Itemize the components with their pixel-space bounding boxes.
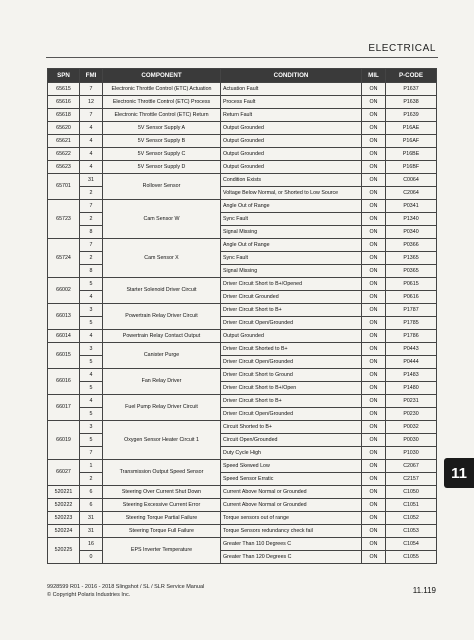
column-header-spn: SPN: [48, 69, 80, 83]
table-row: [48, 83, 437, 96]
cell-fmi: 7: [80, 109, 103, 122]
cell-condition: Output Grounded: [221, 330, 362, 343]
cell-pcode: P0032: [386, 421, 437, 434]
cell-mil: ON: [362, 447, 386, 460]
cell-fmi: 4: [80, 291, 103, 304]
cell-spn: 65616: [48, 96, 80, 109]
cell-fmi: 4: [80, 135, 103, 148]
cell-fmi: 4: [80, 161, 103, 174]
cell-component: Electronic Throttle Control (ETC) Actuation: [103, 83, 221, 96]
cell-condition: Sync Fault: [221, 213, 362, 226]
cell-fmi: 0: [80, 551, 103, 564]
cell-spn: 66014: [48, 330, 80, 343]
cell-component: Electronic Throttle Control (ETC) Process: [103, 96, 221, 109]
cell-condition: Circuit Open/Grounded: [221, 434, 362, 447]
cell-fmi: 3: [80, 421, 103, 434]
cell-fmi: 4: [80, 395, 103, 408]
cell-pcode: P0444: [386, 356, 437, 369]
cell-fmi: 5: [80, 356, 103, 369]
cell-condition: Driver Circuit Short to Ground: [221, 369, 362, 382]
cell-mil: ON: [362, 434, 386, 447]
cell-pcode: P0616: [386, 291, 437, 304]
cell-component: Fuel Pump Relay Driver Circuit: [103, 395, 221, 421]
cell-pcode: P16AE: [386, 122, 437, 135]
cell-spn: 66002: [48, 278, 80, 304]
cell-condition: Output Grounded: [221, 122, 362, 135]
cell-mil: ON: [362, 512, 386, 525]
table-row: [48, 109, 437, 122]
cell-pcode: C1050: [386, 486, 437, 499]
cell-pcode: C1053: [386, 525, 437, 538]
cell-mil: ON: [362, 239, 386, 252]
cell-condition: Angle Out of Range: [221, 200, 362, 213]
cell-pcode: P16BE: [386, 148, 437, 161]
cell-fmi: 5: [80, 382, 103, 395]
cell-mil: ON: [362, 369, 386, 382]
cell-fmi: 2: [80, 473, 103, 486]
cell-fmi: 31: [80, 174, 103, 187]
column-header-fmi: FMI: [80, 69, 103, 83]
cell-mil: ON: [362, 408, 386, 421]
cell-mil: ON: [362, 135, 386, 148]
footer-copyright: © Copyright Polaris Industries Inc.: [47, 592, 131, 598]
column-header-mil: MIL: [362, 69, 386, 83]
table-row: [48, 135, 437, 148]
column-header-condition: CONDITION: [221, 69, 362, 83]
table-row: [48, 278, 437, 291]
table-body: [48, 83, 437, 564]
cell-pcode: P1787: [386, 304, 437, 317]
cell-pcode: C1052: [386, 512, 437, 525]
cell-component: Oxygen Sensor Heater Circuit 1: [103, 421, 221, 460]
cell-mil: ON: [362, 551, 386, 564]
cell-mil: ON: [362, 382, 386, 395]
cell-mil: ON: [362, 148, 386, 161]
cell-component: Powertrain Relay Contact Output: [103, 330, 221, 343]
cell-fmi: 2: [80, 252, 103, 265]
table-row: [48, 525, 437, 538]
column-header-pcode: P-CODE: [386, 69, 437, 83]
cell-mil: ON: [362, 460, 386, 473]
table-row: [48, 174, 437, 187]
cell-pcode: P0340: [386, 226, 437, 239]
cell-fmi: 4: [80, 369, 103, 382]
cell-fmi: 4: [80, 122, 103, 135]
cell-condition: Driver Circuit Short to B+/Opened: [221, 278, 362, 291]
cell-fmi: 7: [80, 200, 103, 213]
cell-component: 5V Sensor Supply A: [103, 122, 221, 135]
cell-condition: Signal Missing: [221, 265, 362, 278]
cell-pcode: P16BF: [386, 161, 437, 174]
cell-pcode: P0230: [386, 408, 437, 421]
table-row: [48, 122, 437, 135]
cell-spn: 65723: [48, 200, 80, 239]
cell-condition: Driver Circuit Short to B+/Open: [221, 382, 362, 395]
cell-condition: Speed Skewed Low: [221, 460, 362, 473]
cell-mil: ON: [362, 395, 386, 408]
chapter-tab: 11: [444, 458, 474, 488]
cell-fmi: 8: [80, 265, 103, 278]
cell-condition: Driver Circuit Open/Grounded: [221, 356, 362, 369]
table-row: [48, 421, 437, 434]
cell-mil: ON: [362, 291, 386, 304]
cell-component: Transmission Output Speed Sensor: [103, 460, 221, 486]
cell-pcode: P1638: [386, 96, 437, 109]
cell-mil: ON: [362, 304, 386, 317]
cell-condition: Sync Fault: [221, 252, 362, 265]
cell-fmi: 3: [80, 304, 103, 317]
cell-mil: ON: [362, 226, 386, 239]
cell-fmi: 7: [80, 447, 103, 460]
table-row: [48, 239, 437, 252]
cell-fmi: 8: [80, 226, 103, 239]
table-row: [48, 486, 437, 499]
cell-fmi: 3: [80, 343, 103, 356]
cell-pcode: P0030: [386, 434, 437, 447]
cell-pcode: C2157: [386, 473, 437, 486]
cell-mil: ON: [362, 200, 386, 213]
cell-fmi: 31: [80, 512, 103, 525]
cell-condition: Greater Than 110 Degrees C: [221, 538, 362, 551]
cell-mil: ON: [362, 109, 386, 122]
cell-pcode: C0064: [386, 174, 437, 187]
cell-condition: Driver Circuit Short to B+: [221, 304, 362, 317]
cell-component: 5V Sensor Supply D: [103, 161, 221, 174]
header-divider: [46, 57, 438, 58]
cell-spn: 65621: [48, 135, 80, 148]
dtc-table: [47, 68, 437, 564]
footer-manual-line: 9928599 R01 - 2016 - 2018 Slingshot / SL / SLR Service Manual: [47, 584, 205, 590]
cell-mil: ON: [362, 122, 386, 135]
cell-condition: Driver Circuit Grounded: [221, 291, 362, 304]
cell-component: Canister Purge: [103, 343, 221, 369]
cell-condition: Output Grounded: [221, 148, 362, 161]
cell-fmi: 7: [80, 239, 103, 252]
cell-condition: Return Fault: [221, 109, 362, 122]
cell-mil: ON: [362, 96, 386, 109]
cell-spn: 520222: [48, 499, 80, 512]
cell-fmi: 5: [80, 317, 103, 330]
table-row: [48, 538, 437, 551]
table-row: [48, 499, 437, 512]
cell-condition: Torque sensors out of range: [221, 512, 362, 525]
cell-fmi: 1: [80, 460, 103, 473]
cell-condition: Torque Sensors redundancy check fail: [221, 525, 362, 538]
cell-mil: ON: [362, 83, 386, 96]
cell-mil: ON: [362, 317, 386, 330]
cell-condition: Angle Out of Range: [221, 239, 362, 252]
page-number: 11.119: [412, 586, 436, 595]
cell-mil: ON: [362, 499, 386, 512]
cell-mil: ON: [362, 473, 386, 486]
table-row: [48, 460, 437, 473]
cell-pcode: P1785: [386, 317, 437, 330]
cell-pcode: C1054: [386, 538, 437, 551]
cell-condition: Condition Exists: [221, 174, 362, 187]
cell-condition: Voltage Below Normal, or Shorted to Low Source: [221, 187, 362, 200]
cell-fmi: 2: [80, 187, 103, 200]
table-row: [48, 343, 437, 356]
cell-spn: 66017: [48, 395, 80, 421]
cell-fmi: 6: [80, 486, 103, 499]
cell-component: Rollover Sensor: [103, 174, 221, 200]
cell-component: Cam Sensor X: [103, 239, 221, 278]
cell-mil: ON: [362, 356, 386, 369]
cell-component: Steering Torque Partial Failure: [103, 512, 221, 525]
cell-pcode: P1340: [386, 213, 437, 226]
cell-mil: ON: [362, 330, 386, 343]
cell-component: 5V Sensor Supply C: [103, 148, 221, 161]
cell-condition: Driver Circuit Short to B+: [221, 395, 362, 408]
cell-component: Powertrain Relay Driver Circuit: [103, 304, 221, 330]
cell-spn: 66019: [48, 421, 80, 460]
cell-condition: Signal Missing: [221, 226, 362, 239]
cell-pcode: C2064: [386, 187, 437, 200]
cell-pcode: P1637: [386, 83, 437, 96]
cell-condition: Driver Circuit Open/Grounded: [221, 317, 362, 330]
table-row: [48, 200, 437, 213]
cell-condition: Output Grounded: [221, 135, 362, 148]
cell-pcode: P1365: [386, 252, 437, 265]
cell-pcode: P1639: [386, 109, 437, 122]
cell-mil: ON: [362, 265, 386, 278]
cell-fmi: 31: [80, 525, 103, 538]
cell-spn: 520225: [48, 538, 80, 564]
cell-spn: 66015: [48, 343, 80, 369]
cell-condition: Output Grounded: [221, 161, 362, 174]
cell-mil: ON: [362, 187, 386, 200]
table-row: [48, 96, 437, 109]
cell-spn: 520221: [48, 486, 80, 499]
cell-spn: 65622: [48, 148, 80, 161]
cell-condition: Current Above Normal or Grounded: [221, 499, 362, 512]
cell-pcode: P1480: [386, 382, 437, 395]
cell-fmi: 2: [80, 213, 103, 226]
cell-fmi: 5: [80, 408, 103, 421]
cell-mil: ON: [362, 421, 386, 434]
cell-pcode: P0365: [386, 265, 437, 278]
cell-mil: ON: [362, 278, 386, 291]
cell-fmi: 16: [80, 538, 103, 551]
cell-pcode: P1030: [386, 447, 437, 460]
cell-condition: Actuation Fault: [221, 83, 362, 96]
cell-mil: ON: [362, 343, 386, 356]
cell-spn: 66027: [48, 460, 80, 486]
cell-spn: 65623: [48, 161, 80, 174]
cell-condition: Process Fault: [221, 96, 362, 109]
cell-component: EPS Inverter Temperature: [103, 538, 221, 564]
cell-pcode: P1483: [386, 369, 437, 382]
cell-fmi: 5: [80, 278, 103, 291]
column-header-component: COMPONENT: [103, 69, 221, 83]
table-header-row: [48, 69, 437, 83]
table-row: [48, 395, 437, 408]
cell-fmi: 12: [80, 96, 103, 109]
table-row: [48, 304, 437, 317]
cell-condition: Greater Than 120 Degrees C: [221, 551, 362, 564]
cell-spn: 66013: [48, 304, 80, 330]
cell-spn: 65701: [48, 174, 80, 200]
cell-mil: ON: [362, 525, 386, 538]
cell-fmi: 6: [80, 499, 103, 512]
cell-component: Steering Torque Full Failure: [103, 525, 221, 538]
cell-mil: ON: [362, 161, 386, 174]
cell-mil: ON: [362, 252, 386, 265]
cell-fmi: 4: [80, 330, 103, 343]
cell-spn: 520224: [48, 525, 80, 538]
section-title: ELECTRICAL: [368, 43, 436, 54]
cell-spn: 65618: [48, 109, 80, 122]
cell-spn: 65620: [48, 122, 80, 135]
cell-mil: ON: [362, 174, 386, 187]
cell-condition: Driver Circuit Shorted to B+: [221, 343, 362, 356]
cell-fmi: 4: [80, 148, 103, 161]
cell-spn: 65615: [48, 83, 80, 96]
cell-mil: ON: [362, 538, 386, 551]
cell-pcode: C1055: [386, 551, 437, 564]
cell-component: Steering Excessive Current Error: [103, 499, 221, 512]
cell-spn: 65724: [48, 239, 80, 278]
cell-fmi: 7: [80, 83, 103, 96]
cell-mil: ON: [362, 213, 386, 226]
cell-condition: Driver Circuit Open/Grounded: [221, 408, 362, 421]
cell-pcode: P0366: [386, 239, 437, 252]
table-row: [48, 512, 437, 525]
cell-pcode: P0231: [386, 395, 437, 408]
cell-component: Electronic Throttle Control (ETC) Return: [103, 109, 221, 122]
cell-pcode: P16AF: [386, 135, 437, 148]
cell-component: Starter Solenoid Driver Circuit: [103, 278, 221, 304]
cell-condition: Duty Cycle High: [221, 447, 362, 460]
cell-component: 5V Sensor Supply B: [103, 135, 221, 148]
table-row: [48, 330, 437, 343]
cell-fmi: 5: [80, 434, 103, 447]
cell-condition: Circuit Shorted to B+: [221, 421, 362, 434]
cell-pcode: C2067: [386, 460, 437, 473]
table-row: [48, 161, 437, 174]
cell-pcode: P0443: [386, 343, 437, 356]
cell-spn: 520223: [48, 512, 80, 525]
cell-pcode: P0341: [386, 200, 437, 213]
cell-pcode: P0615: [386, 278, 437, 291]
cell-pcode: C1051: [386, 499, 437, 512]
cell-spn: 66016: [48, 369, 80, 395]
cell-condition: Current Above Normal or Grounded: [221, 486, 362, 499]
cell-component: Cam Sensor W: [103, 200, 221, 239]
cell-component: Steering Over Current Shut Down: [103, 486, 221, 499]
table-row: [48, 369, 437, 382]
cell-component: Fan Relay Driver: [103, 369, 221, 395]
cell-pcode: P1786: [386, 330, 437, 343]
footer-left: [47, 583, 204, 599]
cell-condition: Speed Sensor Erratic: [221, 473, 362, 486]
table-row: [48, 148, 437, 161]
cell-mil: ON: [362, 486, 386, 499]
